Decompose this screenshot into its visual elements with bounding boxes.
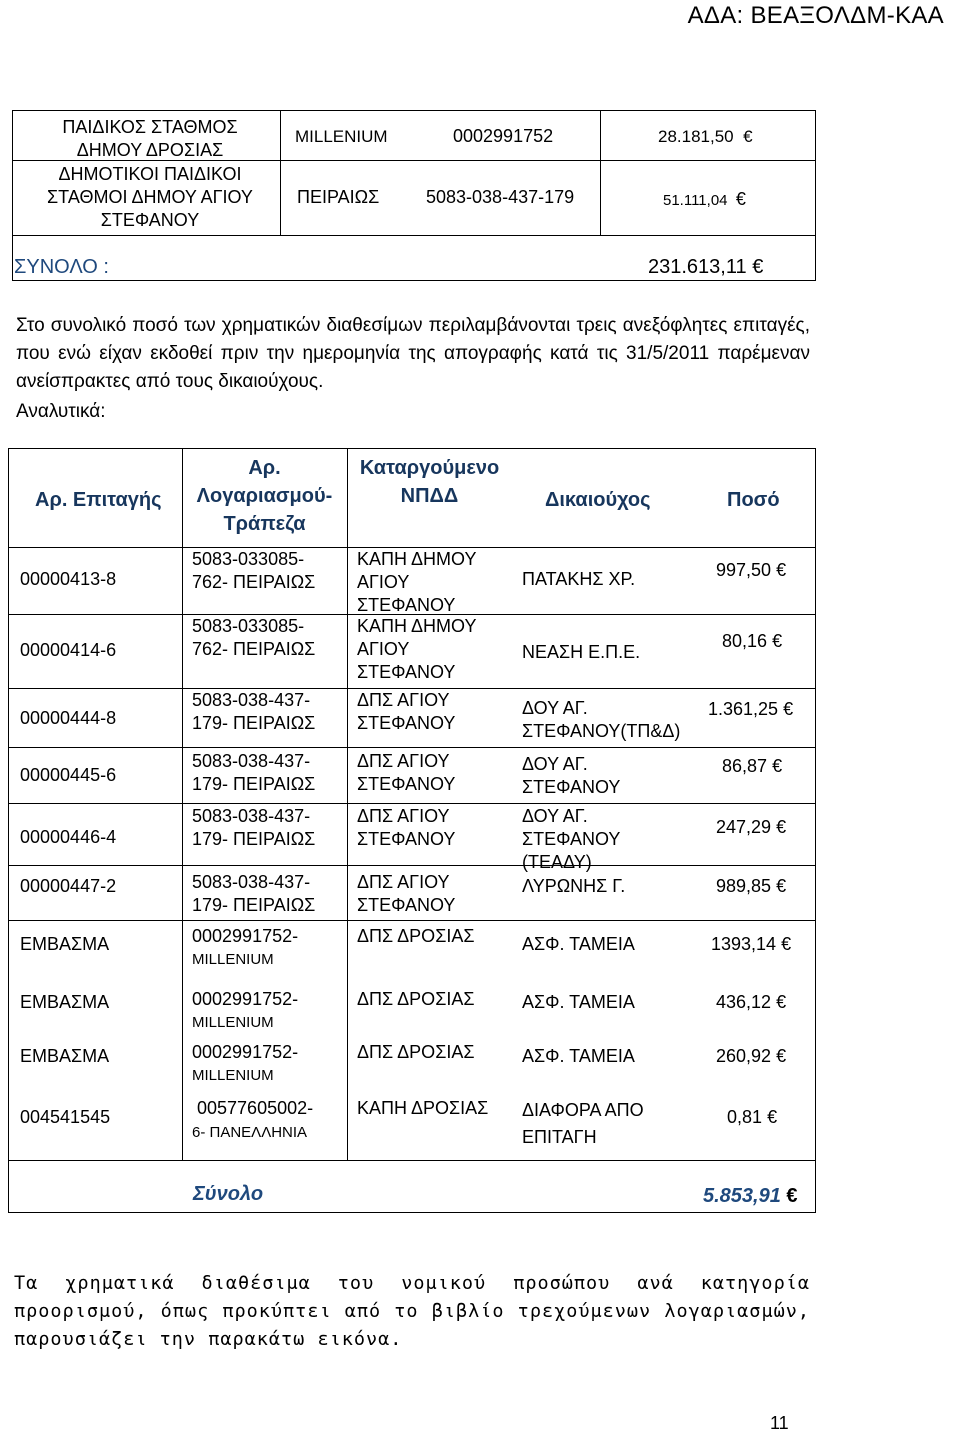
cheque-number: 00000413-8 (20, 569, 117, 589)
cheque-entity: ΔΠΣ ΑΓΙΟΥ ΣΤΕΦΑΝΟΥ (357, 690, 456, 733)
cheque-amount: 80,16 € (722, 631, 783, 651)
cheque-account: 0002991752- MILLENIUM (192, 1042, 299, 1084)
cheque-account: 5083-038-437- 179- ΠΕΙΡΑΙΩΣ (192, 690, 316, 733)
top-row-bank: ΠΕΙΡΑΙΩΣ (297, 187, 380, 207)
cheque-number: ΕΜΒΑΣΜΑ (20, 1046, 110, 1066)
paragraph-unpaid-cheques: Στο συνολικό ποσό των χρηματικών διαθεσίμων περιλαμβάνονται τρεις ανεξόφλητες επιταγές, που ενώ είχαν εκδοθεί πριν την ημερομηνία της απογραφής κατά τις 31/5/2011 παρέμεναν ανείσπρακτες από τους δικαιούχους. (16, 315, 810, 392)
cheque-amount: 247,29 € (716, 817, 787, 837)
cheque-beneficiary: ΛΥΡΩΝΗΣ Γ. (522, 876, 626, 896)
top-row-amount: 28.181,50 € (658, 127, 753, 146)
cheque-entity: ΚΑΠΗ ΔΡΟΣΙΑΣ (357, 1098, 489, 1118)
cheque-entity: ΔΠΣ ΑΓΙΟΥ ΣΤΕΦΑΝΟΥ (357, 751, 456, 794)
cheque-account: 5083-038-437- 179- ΠΕΙΡΑΙΩΣ (192, 806, 316, 849)
cheque-number: ΕΜΒΑΣΜΑ (20, 992, 110, 1012)
header-account: Αρ. Λογαριασμού- Τράπεζα (196, 457, 333, 535)
cheques-total-label: Σύνολο (193, 1183, 264, 1205)
cheque-beneficiary: ΔΙΑΦΟΡΑ ΑΠΟ ΕΠΙΤΑΓΗ (522, 1100, 644, 1147)
ada-code: ΑΔΑ: ΒΕΑΞΟΛΔΜ-ΚΑΑ (687, 2, 944, 29)
cheque-entity: ΔΠΣ ΑΓΙΟΥ ΣΤΕΦΑΝΟΥ (357, 872, 456, 915)
top-row-account: 0002991752 (453, 126, 554, 146)
cheque-amount: 436,12 € (716, 992, 787, 1012)
cheque-account: 0002991752- MILLENIUM (192, 926, 299, 968)
cheque-number: 00000447-2 (20, 876, 117, 896)
cheque-number: 00000446-4 (20, 827, 117, 847)
header-amount: Ποσό (727, 489, 780, 511)
cheque-beneficiary: ΝΕΑΣΗ Ε.Π.Ε. (522, 642, 641, 662)
cheque-beneficiary: ΑΣΦ. ΤΑΜΕΙΑ (522, 934, 635, 954)
cheque-amount: 86,87 € (722, 756, 783, 776)
cheques-total-amount: 5.853,91 € (703, 1185, 798, 1207)
top-row-name: ΠΑΙΔΙΚΟΣ ΣΤΑΘΜΟΣ ΔΗΜΟΥ ΔΡΟΣΙΑΣ (62, 117, 238, 160)
cheque-number: 00000445-6 (20, 765, 117, 785)
cheque-amount: 260,92 € (716, 1046, 787, 1066)
top-row-amount: 51.111,04 € (663, 189, 746, 209)
cheque-number: ΕΜΒΑΣΜΑ (20, 934, 110, 954)
cheque-entity: ΔΠΣ ΔΡΟΣΙΑΣ (357, 926, 475, 946)
cheque-entity: ΔΠΣ ΔΡΟΣΙΑΣ (357, 1042, 475, 1062)
header-entity: Καταργούμενο ΝΠΔΔ (359, 457, 500, 507)
cheque-amount: 989,85 € (716, 876, 787, 896)
cheque-account: 00577605002- 6- ΠΑΝΕΛΛΗΝΙΑ (192, 1098, 314, 1141)
cheque-amount: 997,50 € (716, 560, 787, 580)
top-total-label: ΣΥΝΟΛΟ : (14, 256, 109, 278)
top-total-amount: 231.613,11 € (648, 256, 764, 278)
cheque-account: 5083-033085- 762- ΠΕΙΡΑΙΩΣ (192, 549, 316, 592)
cheque-account: 5083-038-437- 179- ΠΕΙΡΑΙΩΣ (192, 751, 316, 794)
cheque-beneficiary: ΑΣΦ. ΤΑΜΕΙΑ (522, 1046, 635, 1066)
cheque-entity: ΚΑΠΗ ΔΗΜΟΥ ΑΓΙΟΥ ΣΤΕΦΑΝΟΥ (357, 616, 477, 682)
top-row-account: 5083-038-437-179 (426, 187, 575, 207)
analytika-label: Αναλυτικά: (16, 401, 106, 422)
header-beneficiary: Δικαιούχος (545, 489, 651, 511)
page-number: 11 (770, 1413, 789, 1433)
cheque-account: 5083-038-437- 179- ΠΕΙΡΑΙΩΣ (192, 872, 316, 915)
top-row-bank: MILLENIUM (295, 127, 388, 146)
cheque-account: 5083-033085- 762- ΠΕΙΡΑΙΩΣ (192, 616, 316, 659)
cheque-number: 00000444-8 (20, 708, 117, 728)
cheque-entity: ΔΠΣ ΑΓΙΟΥ ΣΤΕΦΑΝΟΥ (357, 806, 456, 849)
cheque-beneficiary: ΔΟΥ ΑΓ. ΣΤΕΦΑΝΟΥ (ΤΕΑΔΥ) (522, 806, 621, 872)
cheque-account: 0002991752- MILLENIUM (192, 989, 299, 1031)
top-row-name: ΔΗΜΟΤΙΚΟΙ ΠΑΙΔΙΚΟΙ ΣΤΑΘΜΟΙ ΔΗΜΟΥ ΑΓΙΟΥ ΣΤΕΦΑΝΟΥ (47, 164, 253, 230)
cheque-number: 00000414-6 (20, 640, 117, 660)
cheque-beneficiary: ΑΣΦ. ΤΑΜΕΙΑ (522, 992, 635, 1012)
cheque-amount: 1.361,25 € (708, 699, 794, 719)
paragraph-funds-by-category: Τα χρηματικά διαθέσιμα του νομικού προσώπου ανά κατηγορία προορισμού, όπως προκύπτει από το βιβλίο τρεχούμενων λογαριασμών, παρουσιάζει την παρακάτω εικόνα. (14, 1273, 810, 1350)
cheque-beneficiary: ΔΟΥ ΑΓ. ΣΤΕΦΑΝΟΥ (522, 754, 621, 797)
cheque-beneficiary: ΔΟΥ ΑΓ. ΣΤΕΦΑΝΟΥ(ΤΠ&Δ) (522, 698, 681, 741)
cheque-entity: ΚΑΠΗ ΔΗΜΟΥ ΑΓΙΟΥ ΣΤΕΦΑΝΟΥ (357, 549, 477, 615)
cheque-amount: 1393,14 € (711, 934, 792, 954)
cheque-number: 004541545 (20, 1107, 111, 1127)
cheque-amount: 0,81 € (727, 1107, 778, 1127)
cheque-entity: ΔΠΣ ΔΡΟΣΙΑΣ (357, 989, 475, 1009)
header-cheque-number: Αρ. Επιταγής (35, 489, 162, 511)
cheque-beneficiary: ΠΑΤΑΚΗΣ ΧΡ. (522, 569, 636, 589)
